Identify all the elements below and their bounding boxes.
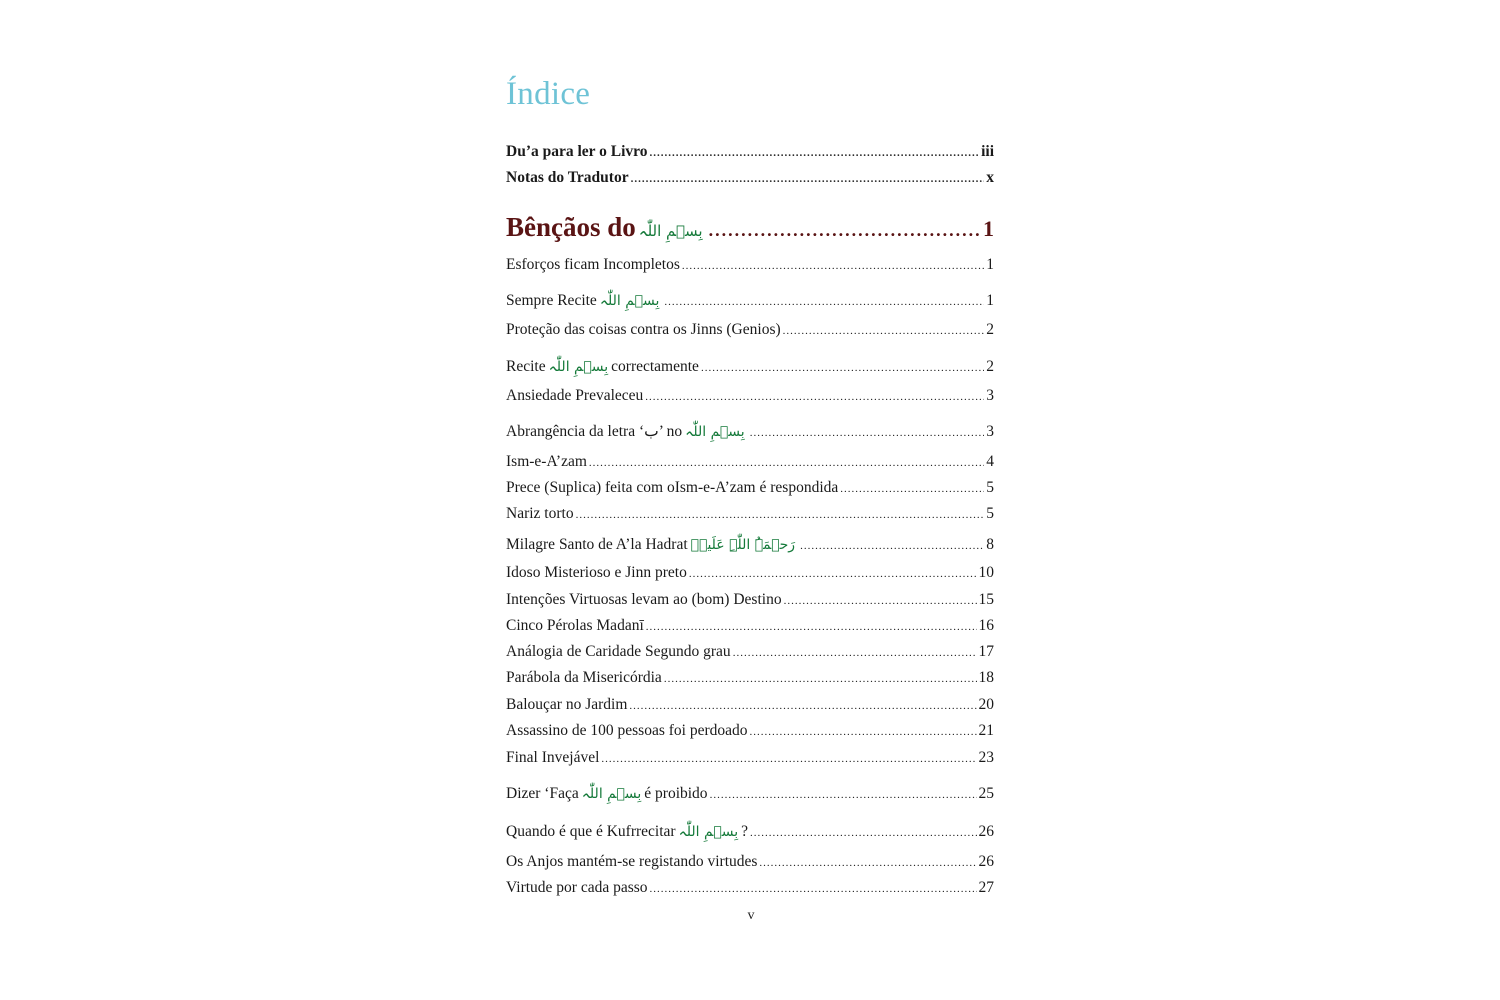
toc-entry[interactable] (506, 822, 994, 843)
toc-entry[interactable] (506, 695, 994, 716)
toc-page-number: 4 (986, 453, 994, 470)
toc-entry[interactable] (506, 784, 994, 805)
toc-page-number: 15 (978, 591, 994, 608)
toc-page-number: iii (981, 143, 994, 160)
toc-page-number: 16 (978, 617, 994, 634)
toc-page-number: 17 (978, 643, 994, 660)
toc-page-number: 3 (986, 423, 994, 440)
dot-leader (750, 722, 977, 742)
toc-page-number: x (986, 169, 994, 186)
arabic-inscription: بِسۡمِ اللّٰہ (599, 293, 660, 309)
chapter-title: Bênçãos do (506, 212, 636, 242)
toc-entry[interactable] (506, 616, 994, 637)
toc-entry-label: Intenções Virtuosas levam ao (bom) Destino (506, 591, 782, 608)
toc-entry-label: Cinco Pérolas Madanī (506, 617, 644, 634)
toc-entry-label: Final Invejável (506, 749, 600, 766)
arabic-inscription: رَحۡمَۃُ اللّٰہِ عَلَیۡہ (690, 537, 796, 553)
dot-leader (601, 749, 976, 769)
toc-entry-label-suffix: ? (741, 823, 749, 840)
toc-entry[interactable] (506, 878, 994, 899)
toc-page-number: 5 (986, 505, 994, 522)
toc-front-entry[interactable] (506, 142, 994, 163)
toc-front-entry[interactable] (506, 168, 994, 189)
toc-entry-label: Parábola da Misericórdia (506, 669, 662, 686)
toc-entry[interactable] (506, 721, 994, 742)
dot-leader (800, 536, 984, 556)
toc-entry[interactable] (506, 748, 994, 769)
toc-entry-label: Balouçar no Jardim (506, 696, 628, 713)
arabic-inscription: بِسۡمِ اللّٰہ (638, 222, 703, 240)
dot-leader (750, 823, 976, 843)
dot-leader (701, 358, 984, 378)
toc-entry-label: Ism-e-A’zam (506, 453, 587, 470)
toc-entry-label: Prece (Suplica) feita com oIsm-e-A’zam é respondida (506, 479, 839, 496)
toc-entry-label: Ansiedade Prevaleceu (506, 387, 644, 404)
toc-entry-label: Os Anjos mantém-se registando virtudes (506, 853, 758, 870)
toc-entry[interactable] (506, 590, 994, 611)
toc-entry-label-suffix: correctamente (611, 358, 699, 375)
toc-entry[interactable] (506, 852, 994, 873)
toc-entry-label: Notas do Tradutor (506, 169, 629, 186)
page-title: Índice (506, 76, 591, 112)
toc-page-number: 10 (978, 564, 994, 581)
dot-leader (589, 453, 984, 473)
dot-leader (645, 387, 984, 407)
arabic-inscription: بِسۡمِ اللّٰہ (548, 359, 609, 375)
dot-leader (576, 505, 985, 525)
dot-leader (650, 143, 980, 163)
page-footer-number: v (747, 908, 755, 923)
toc-entry-label: Dizer ‘Faça (506, 785, 579, 802)
dot-leader (840, 479, 984, 499)
toc-entry-label: Virtude por cada passo (506, 879, 648, 896)
toc-entry[interactable] (506, 478, 994, 499)
dot-leader (689, 564, 977, 584)
dot-leader (631, 169, 985, 189)
toc-page-number: 26 (978, 853, 994, 870)
toc-page-number: 2 (986, 358, 994, 375)
dot-leader (710, 785, 977, 805)
toc-entry[interactable] (506, 642, 994, 663)
toc-entry-label: Nariz torto (506, 505, 574, 522)
toc-page-number: 25 (978, 785, 994, 802)
toc-entry-label: Recite (506, 358, 546, 375)
toc-entry[interactable] (506, 452, 994, 473)
toc-page-number: 27 (978, 879, 994, 896)
toc-page-number: 2 (986, 321, 994, 338)
dot-leader (709, 220, 980, 241)
toc-page-number: 18 (978, 669, 994, 686)
dot-leader (750, 423, 985, 443)
dot-leader (784, 591, 977, 611)
toc-page-number: 5 (986, 479, 994, 496)
toc-entry[interactable] (506, 255, 994, 276)
toc-entry-label: Milagre Santo de A’la Hadrat (506, 536, 688, 553)
toc-entry[interactable] (506, 291, 994, 312)
toc-page-number: 1 (986, 292, 994, 309)
toc-entry[interactable] (506, 357, 994, 378)
toc-page-number: 20 (978, 696, 994, 713)
toc-entry-label: Abrangência da letra ‘ب’ no (506, 423, 683, 440)
toc-entry-label: Idoso Misterioso e Jinn preto (506, 564, 687, 581)
toc-entry-label: Assassino de 100 pessoas foi perdoado (506, 722, 748, 739)
toc-entry[interactable] (506, 386, 994, 407)
toc-entry[interactable] (506, 422, 994, 443)
dot-leader (664, 669, 977, 689)
chapter-page-number: 1 (983, 216, 994, 241)
toc-page-number: 3 (986, 387, 994, 404)
toc-entry-label: Du’a para ler o Livro (506, 143, 648, 160)
dot-leader (664, 292, 984, 312)
toc-entry[interactable] (506, 668, 994, 689)
dot-leader (646, 617, 977, 637)
arabic-inscription: بِسۡمِ اللّٰہ (685, 424, 745, 440)
document-page (506, 0, 996, 1000)
toc-page-number: 1 (986, 256, 994, 273)
toc-page-number: 26 (978, 823, 994, 840)
arabic-inscription: بِسۡمِ اللّٰہ (581, 786, 642, 802)
toc-entry-label: Análogia de Caridade Segundo grau (506, 643, 731, 660)
toc-page-number: 21 (978, 722, 994, 739)
dot-leader (733, 643, 977, 663)
toc-entry-label: Esforços ficam Incompletos (506, 256, 680, 273)
toc-entry-label: Sempre Recite (506, 292, 597, 309)
toc-entry-label: Quando é que é Kufrrecitar (506, 823, 676, 840)
dot-leader (682, 256, 984, 276)
toc-entry[interactable] (506, 563, 994, 584)
toc-entry[interactable] (506, 535, 994, 556)
toc-entry-label: Proteção das coisas contra os Jinns (Genios) (506, 321, 781, 338)
dot-leader (759, 853, 976, 873)
toc-page-number: 8 (986, 536, 994, 553)
chapter-heading[interactable] (506, 212, 994, 243)
toc-entry-label-suffix: é proibido (644, 785, 708, 802)
dot-leader (783, 321, 985, 341)
toc-page-number: 23 (978, 749, 994, 766)
toc-entry[interactable] (506, 320, 994, 341)
dot-leader (650, 879, 977, 899)
dot-leader (629, 696, 976, 716)
toc-entry[interactable] (506, 504, 994, 525)
arabic-inscription: بِسۡمِ اللّٰہ (678, 824, 739, 840)
